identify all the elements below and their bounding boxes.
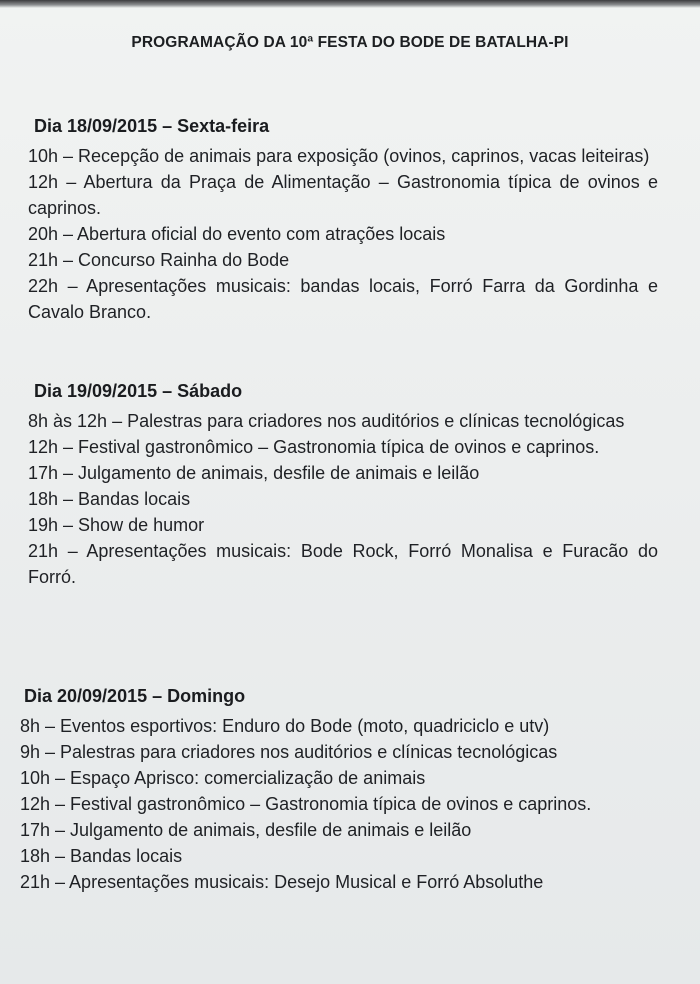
schedule-entry: 21h – Apresentações musicais: Desejo Musical e Forró Absoluthe — [20, 872, 544, 892]
schedule-entry: 21h – Concurso Rainha do Bode — [28, 250, 290, 270]
schedule-entry: 19h – Show de humor — [28, 515, 205, 535]
schedule-entry: 8h às 12h – Palestras para criadores nos auditórios e clínicas tecnológicas — [28, 411, 625, 431]
day-section-sunday — [20, 686, 670, 895]
schedule-entry: 22h – Apresentações musicais: bandas locais, Forró Farra da Gordinha e Cavalo Branco. — [28, 276, 658, 322]
schedule-entry: 17h – Julgamento de animais, desfile de animais e leilão — [28, 463, 480, 483]
day-heading: Dia 20/09/2015 – Domingo — [24, 686, 246, 706]
schedule-entry: 12h – Abertura da Praça de Alimentação – Gastronomia típica de ovinos e caprinos. — [28, 172, 658, 218]
schedule-entry: 18h – Bandas locais — [28, 489, 191, 509]
day-section-friday — [28, 116, 678, 325]
page-title: PROGRAMAÇÃO DA 10ª FESTA DO BODE DE BATALHA-PI — [131, 34, 569, 51]
schedule-entry: 21h – Apresentações musicais: Bode Rock, Forró Monalisa e Furacão do Forró. — [28, 541, 658, 587]
page-top-edge — [0, 0, 700, 8]
schedule-entry: 12h – Festival gastronômico – Gastronomia típica de ovinos e caprinos. — [20, 794, 592, 814]
schedule-entry: 8h – Eventos esportivos: Enduro do Bode (moto, quadriciclo e utv) — [20, 716, 550, 736]
schedule-entry: 10h – Espaço Aprisco: comercialização de animais — [20, 768, 426, 788]
schedule-entry: 10h – Recepção de animais para exposição (ovinos, caprinos, vacas leiteiras) — [28, 146, 650, 166]
schedule-entry: 9h – Palestras para criadores nos auditórios e clínicas tecnológicas — [20, 742, 558, 762]
day-heading: Dia 18/09/2015 – Sexta-feira — [34, 116, 270, 136]
schedule-entry: 18h – Bandas locais — [20, 846, 183, 866]
schedule-entry: 17h – Julgamento de animais, desfile de animais e leilão — [20, 820, 472, 840]
schedule-entry: 12h – Festival gastronômico – Gastronomia típica de ovinos e caprinos. — [28, 437, 600, 457]
day-section-saturday — [28, 381, 678, 590]
day-heading: Dia 19/09/2015 – Sábado — [34, 381, 243, 401]
schedule-entry: 20h – Abertura oficial do evento com atrações locais — [28, 224, 446, 244]
